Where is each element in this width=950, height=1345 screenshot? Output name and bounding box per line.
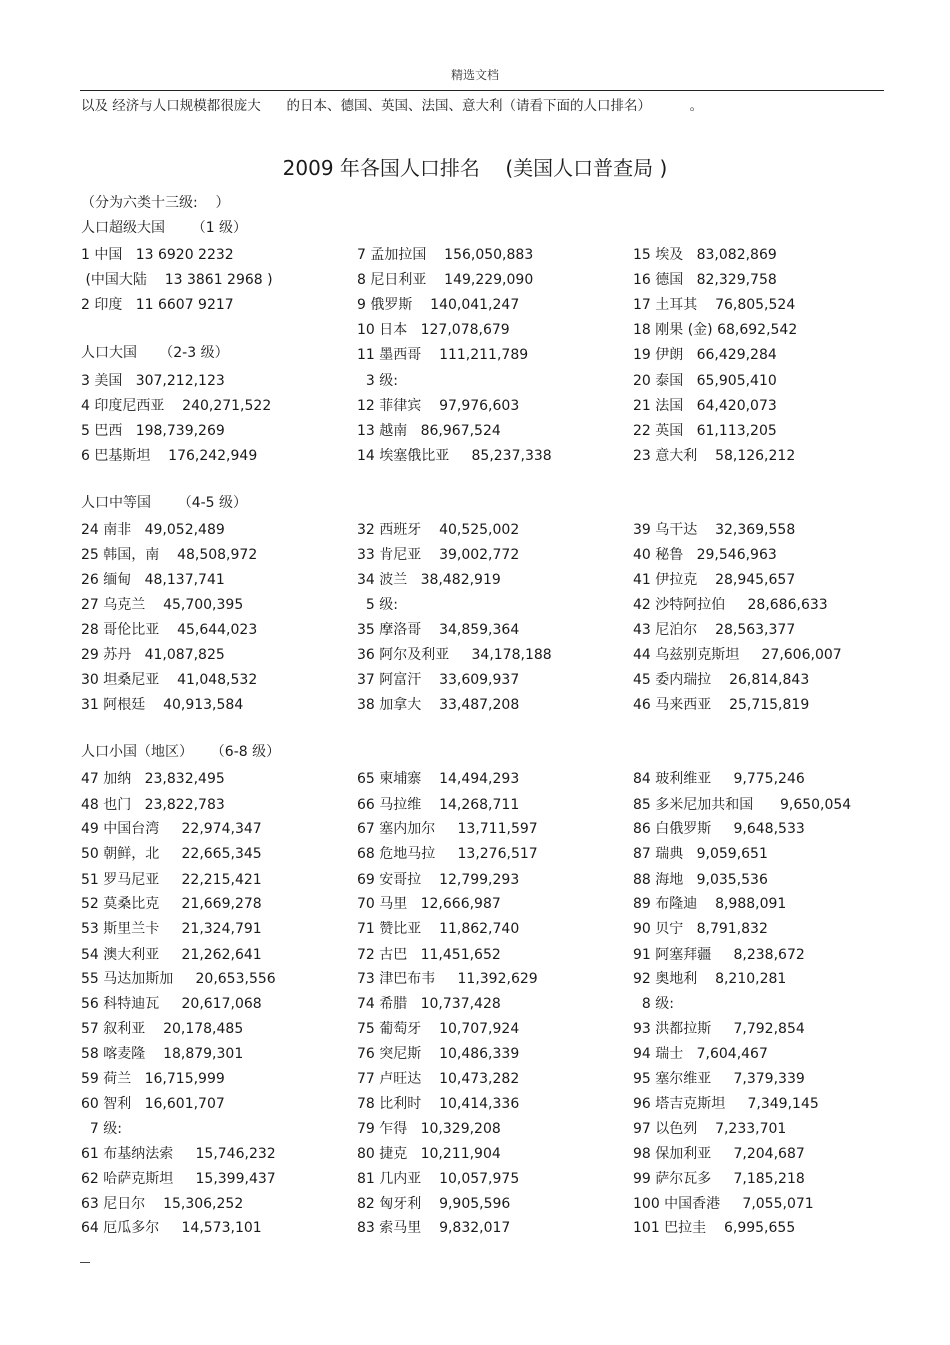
ranking-entry: 78 比利时 10,414,336 xyxy=(357,1096,520,1112)
ranking-entry: 13 越南 86,967,524 xyxy=(357,423,501,439)
section-heading: 人口超级大国 （1 级） xyxy=(81,220,248,236)
ranking-entry: 41 伊拉克 28,945,657 xyxy=(633,572,796,588)
ranking-entry: 45 委内瑞拉 26,814,843 xyxy=(633,672,810,688)
ranking-entry: 84 玻利维亚 9,775,246 xyxy=(633,771,805,787)
ranking-entry: 72 古巴 11,451,652 xyxy=(357,947,501,963)
ranking-entry: 100 中国香港 7,055,071 xyxy=(633,1196,814,1212)
ranking-entry: 56 科特迪瓦 20,617,068 xyxy=(81,996,262,1012)
ranking-entry: 85 多米尼加共和国 9,650,054 xyxy=(633,797,852,813)
ranking-entry: 23 意大利 58,126,212 xyxy=(633,448,796,464)
ranking-entry: 58 喀麦隆 18,879,301 xyxy=(81,1046,244,1062)
ranking-entry: 9 俄罗斯 140,041,247 xyxy=(357,297,520,313)
ranking-entry: 87 瑞典 9,059,651 xyxy=(633,846,768,862)
ranking-entry: 60 智利 16,601,707 xyxy=(81,1096,225,1112)
ranking-entry: 66 马拉维 14,268,711 xyxy=(357,797,520,813)
ranking-entry: 33 肯尼亚 39,002,772 xyxy=(357,547,520,563)
ranking-entry: 1 中国 13 6920 2232 xyxy=(81,247,234,263)
ranking-entry: 31 阿根廷 40,913,584 xyxy=(81,697,244,713)
ranking-entry: 96 塔吉克斯坦 7,349,145 xyxy=(633,1096,819,1112)
level-label: 5 级: xyxy=(357,597,398,613)
ranking-entry: 53 斯里兰卡 21,324,791 xyxy=(81,921,262,937)
ranking-entry: 34 波兰 38,482,919 xyxy=(357,572,501,588)
ranking-entry: 49 中国台湾 22,974,347 xyxy=(81,821,262,837)
ranking-entry: 82 匈牙利 9,905,596 xyxy=(357,1196,511,1212)
ranking-entry: 57 叙利亚 20,178,485 xyxy=(81,1021,244,1037)
ranking-entry: 67 塞内加尔 13,711,597 xyxy=(357,821,538,837)
level-label: 3 级: xyxy=(357,373,398,389)
section-heading: 人口大国 （2-3 级） xyxy=(81,345,229,361)
ranking-entry: 92 奥地利 8,210,281 xyxy=(633,971,787,987)
ranking-entry: 93 洪都拉斯 7,792,854 xyxy=(633,1021,805,1037)
ranking-entry: 80 捷克 10,211,904 xyxy=(357,1146,501,1162)
ranking-entry: 22 英国 61,113,205 xyxy=(633,423,777,439)
ranking-entry: 19 伊朗 66,429,284 xyxy=(633,347,777,363)
ranking-entry: 30 坦桑尼亚 41,048,532 xyxy=(81,672,258,688)
ranking-entry: 6 巴基斯坦 176,242,949 xyxy=(81,448,258,464)
ranking-entry: 86 白俄罗斯 9,648,533 xyxy=(633,821,805,837)
ranking-entry: 91 阿塞拜疆 8,238,672 xyxy=(633,947,805,963)
ranking-entry: 69 安哥拉 12,799,293 xyxy=(357,872,520,888)
ranking-entry: 35 摩洛哥 34,859,364 xyxy=(357,622,520,638)
ranking-entry: 3 美国 307,212,123 xyxy=(81,373,225,389)
ranking-entry: 24 南非 49,052,489 xyxy=(81,522,225,538)
ranking-entry: 70 马里 12,666,987 xyxy=(357,896,501,912)
ranking-entry: 48 也门 23,822,783 xyxy=(81,797,225,813)
ranking-entry: 74 希腊 10,737,428 xyxy=(357,996,501,1012)
ranking-entry: 64 厄瓜多尔 14,573,101 xyxy=(81,1220,262,1236)
ranking-entry: 88 海地 9,035,536 xyxy=(633,872,768,888)
ranking-entry: 44 乌兹别克斯坦 27,606,007 xyxy=(633,647,842,663)
ranking-entry: 52 莫桑比克 21,669,278 xyxy=(81,896,262,912)
ranking-entry: 38 加拿大 33,487,208 xyxy=(357,697,520,713)
ranking-entry: 7 孟加拉国 156,050,883 xyxy=(357,247,534,263)
category-note: （分为六类十三级: ） xyxy=(81,195,230,211)
section-heading: 人口中等国 （4-5 级） xyxy=(81,495,248,511)
ranking-entry: 11 墨西哥 111,211,789 xyxy=(357,347,529,363)
level-label: 7 级: xyxy=(81,1121,122,1137)
ranking-entry: 63 尼日尔 15,306,252 xyxy=(81,1196,244,1212)
section-heading: 人口小国（地区） （6-8 级） xyxy=(81,744,281,760)
ranking-entry: 59 荷兰 16,715,999 xyxy=(81,1071,225,1087)
ranking-entry: 51 罗马尼亚 22,215,421 xyxy=(81,872,262,888)
ranking-entry: 90 贝宁 8,791,832 xyxy=(633,921,768,937)
level-label: 8 级: xyxy=(633,996,674,1012)
ranking-entry: 46 马来西亚 25,715,819 xyxy=(633,697,810,713)
ranking-entry: 55 马达加斯加 20,653,556 xyxy=(81,971,276,987)
ranking-entry: (中国大陆 13 3861 2968 ) xyxy=(81,272,273,288)
ranking-entry: 43 尼泊尔 28,563,377 xyxy=(633,622,796,638)
ranking-entry: 32 西班牙 40,525,002 xyxy=(357,522,520,538)
ranking-entry: 97 以色列 7,233,701 xyxy=(633,1121,787,1137)
ranking-entry: 20 泰国 65,905,410 xyxy=(633,373,777,389)
ranking-entry: 29 苏丹 41,087,825 xyxy=(81,647,225,663)
ranking-entry: 65 柬埔寨 14,494,293 xyxy=(357,771,520,787)
ranking-entry: 77 卢旺达 10,473,282 xyxy=(357,1071,520,1087)
ranking-entry: 79 乍得 10,329,208 xyxy=(357,1121,501,1137)
ranking-entry: 15 埃及 83,082,869 xyxy=(633,247,777,263)
ranking-entry: 50 朝鲜，北 22,665,345 xyxy=(81,846,262,862)
ranking-entry: 12 菲律宾 97,976,603 xyxy=(357,398,520,414)
ranking-entry: 5 巴西 198,739,269 xyxy=(81,423,225,439)
ranking-entry: 27 乌克兰 45,700,395 xyxy=(81,597,244,613)
ranking-entry: 95 塞尔维亚 7,379,339 xyxy=(633,1071,805,1087)
ranking-entry: 98 保加利亚 7,204,687 xyxy=(633,1146,805,1162)
ranking-entry: 2 印度 11 6607 9217 xyxy=(81,297,234,313)
ranking-entry: 54 澳大利亚 21,262,641 xyxy=(81,947,262,963)
ranking-entry: 18 刚果 (金) 68,692,542 xyxy=(633,322,798,338)
document-title: 2009 年各国人口排名 (美国人口普查局 ) xyxy=(282,156,668,180)
ranking-entry: 89 布隆迪 8,988,091 xyxy=(633,896,787,912)
page-header-label: 精选文档 xyxy=(450,68,499,82)
ranking-entry: 73 津巴布韦 11,392,629 xyxy=(357,971,538,987)
ranking-entry: 68 危地马拉 13,276,517 xyxy=(357,846,538,862)
ranking-entry: 76 突尼斯 10,486,339 xyxy=(357,1046,520,1062)
ranking-entry: 16 德国 82,329,758 xyxy=(633,272,777,288)
ranking-entry: 62 哈萨克斯坦 15,399,437 xyxy=(81,1171,276,1187)
ranking-entry: 40 秘鲁 29,546,963 xyxy=(633,547,777,563)
ranking-entry: 25 韩国，南 48,508,972 xyxy=(81,547,258,563)
ranking-entry: 81 几内亚 10,057,975 xyxy=(357,1171,520,1187)
ranking-entry: 71 赞比亚 11,862,740 xyxy=(357,921,520,937)
ranking-entry: 83 索马里 9,832,017 xyxy=(357,1220,511,1236)
ranking-entry: 36 阿尔及利亚 34,178,188 xyxy=(357,647,552,663)
ranking-entry: 14 埃塞俄比亚 85,237,338 xyxy=(357,448,552,464)
ranking-entry: 4 印度尼西亚 240,271,522 xyxy=(81,398,272,414)
ranking-entry: 21 法国 64,420,073 xyxy=(633,398,777,414)
ranking-entry: 37 阿富汗 33,609,937 xyxy=(357,672,520,688)
ranking-entry: 17 土耳其 76,805,524 xyxy=(633,297,796,313)
ranking-entry: 8 尼日利亚 149,229,090 xyxy=(357,272,534,288)
footer-mark xyxy=(80,1262,90,1263)
ranking-entry: 94 瑞士 7,604,467 xyxy=(633,1046,768,1062)
ranking-entry: 28 哥伦比亚 45,644,023 xyxy=(81,622,258,638)
ranking-entry: 10 日本 127,078,679 xyxy=(357,322,510,338)
ranking-entry: 39 乌干达 32,369,558 xyxy=(633,522,796,538)
ranking-entry: 42 沙特阿拉伯 28,686,633 xyxy=(633,597,828,613)
intro-text: 以及 经济与人口规模都很庞大 的日本、德国、英国、法国、意大利（请看下面的人口排名） 。 xyxy=(81,98,704,114)
ranking-entry: 61 布基纳法索 15,746,232 xyxy=(81,1146,276,1162)
ranking-entry: 99 萨尔瓦多 7,185,218 xyxy=(633,1171,805,1187)
ranking-entry: 47 加纳 23,832,495 xyxy=(81,771,225,787)
ranking-entry: 26 缅甸 48,137,741 xyxy=(81,572,225,588)
ranking-entry: 101 巴拉圭 6,995,655 xyxy=(633,1220,796,1236)
header-divider xyxy=(80,90,884,91)
ranking-entry: 75 葡萄牙 10,707,924 xyxy=(357,1021,520,1037)
